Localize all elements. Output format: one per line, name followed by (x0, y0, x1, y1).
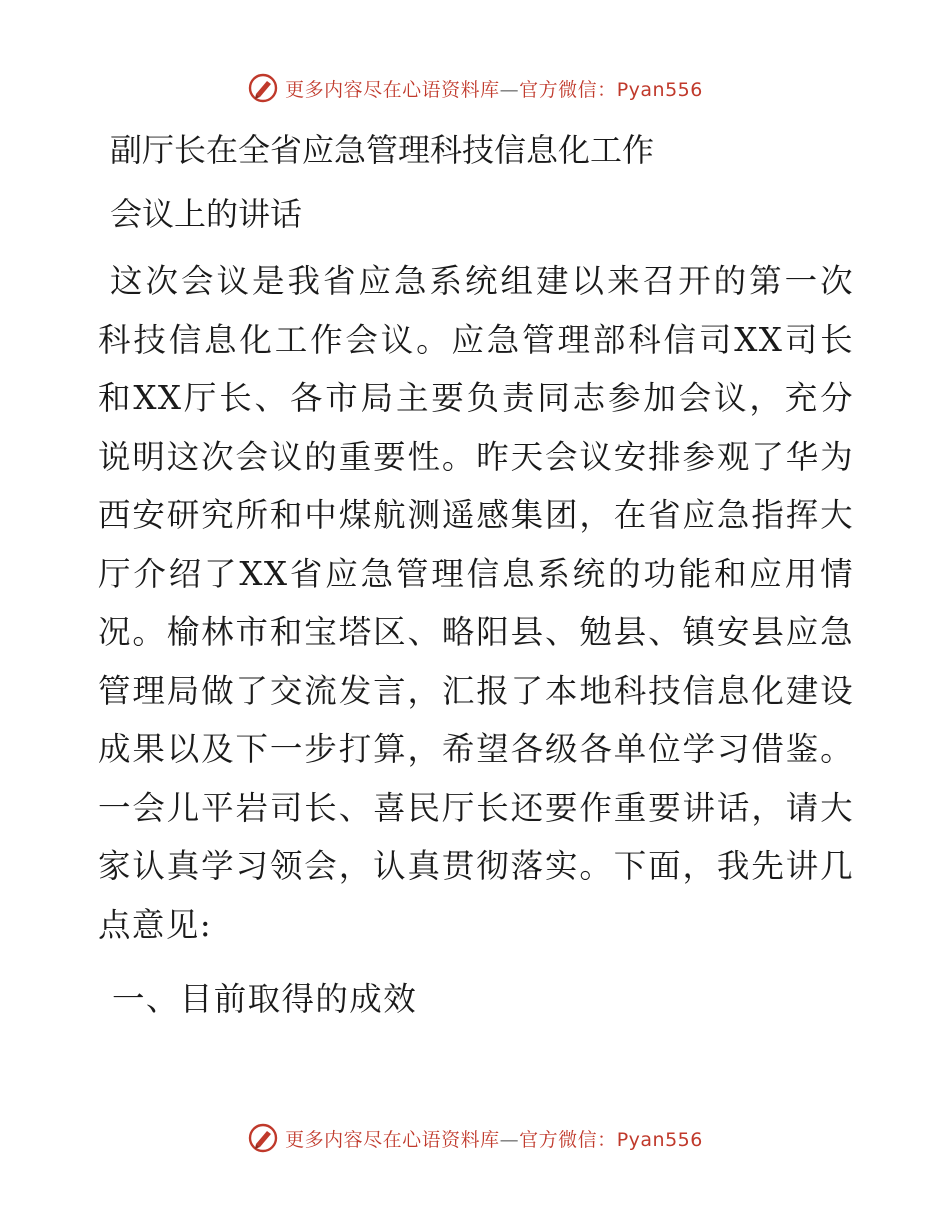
watermark-text: 更多内容尽在心语资料库—官方微信：Pyan556 (285, 78, 703, 101)
header-watermark (0, 72, 950, 104)
document-title-line-2: 会议上的讲话 (110, 195, 303, 233)
watermark-text: 更多内容尽在心语资料库—官方微信：Pyan556 (285, 1128, 703, 1151)
footer-watermark (0, 1122, 950, 1154)
pen-logo-icon (247, 72, 279, 104)
body-paragraph: 这次会议是我省应急系统组建以来召开的第一次科技信息化工作会议。应急管理部科信司XX司长和XX厅长、各市局主要负责同志参加会议，充分说明这次会议的重要性。昨天会议安排参观了华为西安研究所和中煤航测遥感集团，在省应急指挥大厅介绍了XX省应急管理信息系统的功能和应用情况。榆林市和宝塔区、略阳县、勉县、镇安县应急管理局做了交流发言，汇报了本地科技信息化建设成果以及下一步打算，希望各级各单位学习借鉴。一会儿平岩司长、喜民厅长还要作重要讲话，请大家认真学习领会，认真贯彻落实。下面，我先讲几点意见: (98, 262, 854, 944)
document-body (98, 120, 854, 1028)
document-title-line-1: 副厅长在全省应急管理科技信息化工作 (110, 131, 655, 169)
section-heading-1: 一、目前取得的成效 (112, 980, 418, 1018)
pen-logo-icon (247, 1122, 279, 1154)
